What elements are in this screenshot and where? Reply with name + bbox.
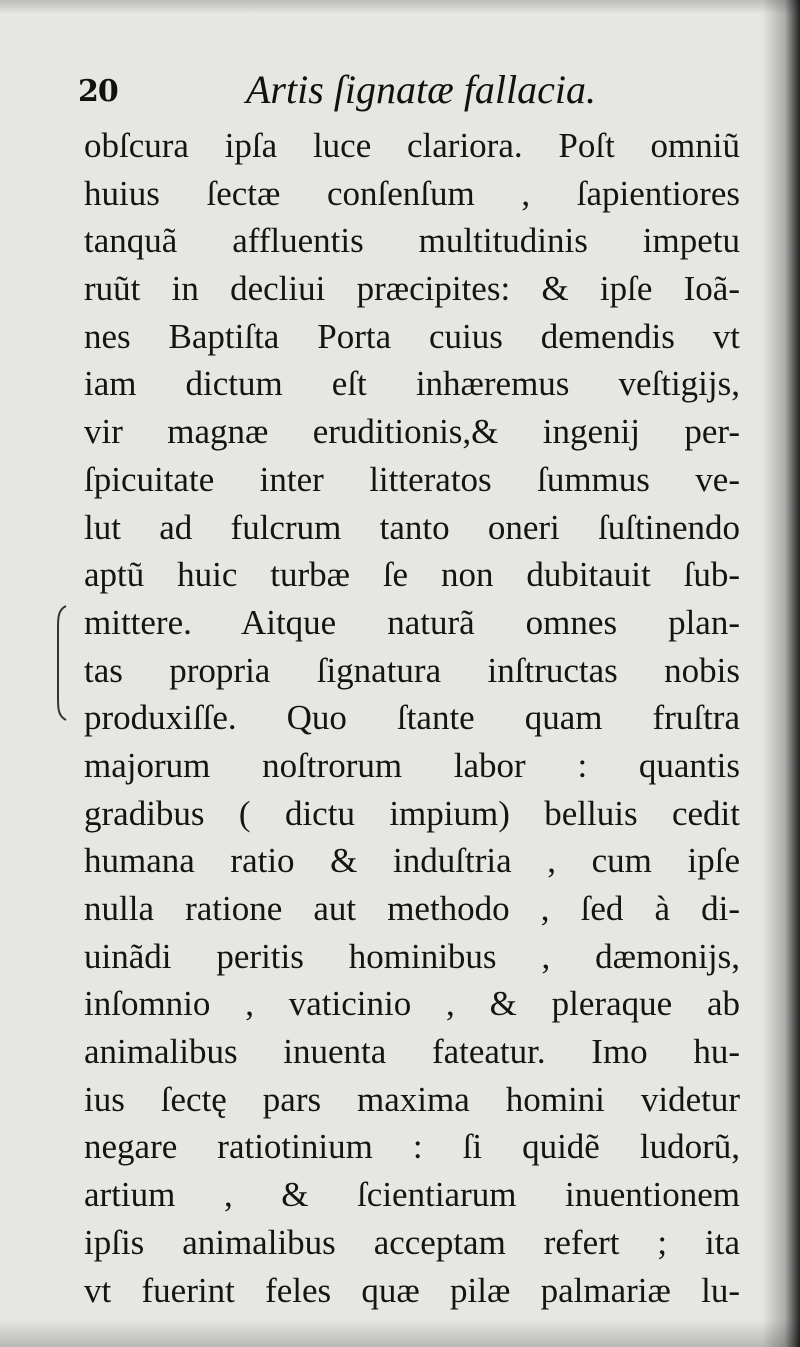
text-line: uinãdi peritis hominibus , dæmonijs, (84, 936, 740, 976)
text-line: obſcura ipſa luce clariora. Poſt omniũ (84, 126, 740, 165)
text-line: ſpicuitate inter litteratos ſummus ve- (84, 459, 740, 499)
text-line: produxiſſe. Quo ſtante quam fruſtra (84, 698, 740, 738)
text-line: nes Baptiſta Porta cuius demendis vt (84, 316, 740, 356)
text-line: animalibus inuenta fateatur. Imo hu- (84, 1032, 740, 1072)
text-line: humana ratio & induſtria , cum ipſe (84, 841, 740, 881)
text-line: ruũt in decliui præcipites: & ipſe Ioã- (84, 269, 740, 309)
page-top-edge-shadow (0, 0, 800, 14)
body-text (84, 122, 744, 1314)
text-line: gradibus ( dictu impium) belluis cedit (84, 793, 740, 833)
text-line: inſomnio , vaticinio , & pleraque ab (84, 984, 740, 1024)
text-line: nulla ratione aut methodo , ſed à di- (84, 889, 740, 928)
text-line: negare ratiotinium : ſi quidẽ ludorũ, (84, 1127, 740, 1167)
text-line: huius ſectæ conſenſum , ſapientiores (84, 173, 740, 213)
running-title: Artis ſignatæ fallacia. (246, 67, 597, 112)
page-gutter-shadow (762, 0, 800, 1347)
text-line: iam dictum eſt inhæremus veſtigijs, (84, 364, 740, 404)
text-line: ius ſectę pars maxima homini videtur (84, 1079, 740, 1119)
text-line: mittere. Aitque naturã omnes plan- (84, 602, 740, 642)
page-bottom-edge-shadow (0, 1319, 800, 1347)
text-line: tanquã affluentis multitudinis impetu (84, 221, 740, 261)
text-line: ipſis animalibus acceptam refert ; ita (84, 1222, 740, 1262)
text-line: artium , & ſcientiarum inuentionem (84, 1175, 740, 1215)
text-line: tas propria ſignatura inſtructas nobis (84, 650, 740, 690)
page-number: 20 (78, 74, 118, 109)
text-line: vt fuerint feles quæ pilæ palmariæ lu- (84, 1270, 740, 1310)
text-line: lut ad fulcrum tanto oneri ſuſtinendo (84, 507, 740, 547)
text-line: majorum noſtrorum labor : quantis (84, 745, 740, 785)
text-line: aptũ huic turbæ ſe non dubitauit ſub- (84, 555, 740, 595)
text-line: vir magnæ eruditionis,& ingenij per- (84, 412, 740, 452)
margin-bracket-mark (52, 604, 70, 722)
page-header (78, 66, 718, 120)
